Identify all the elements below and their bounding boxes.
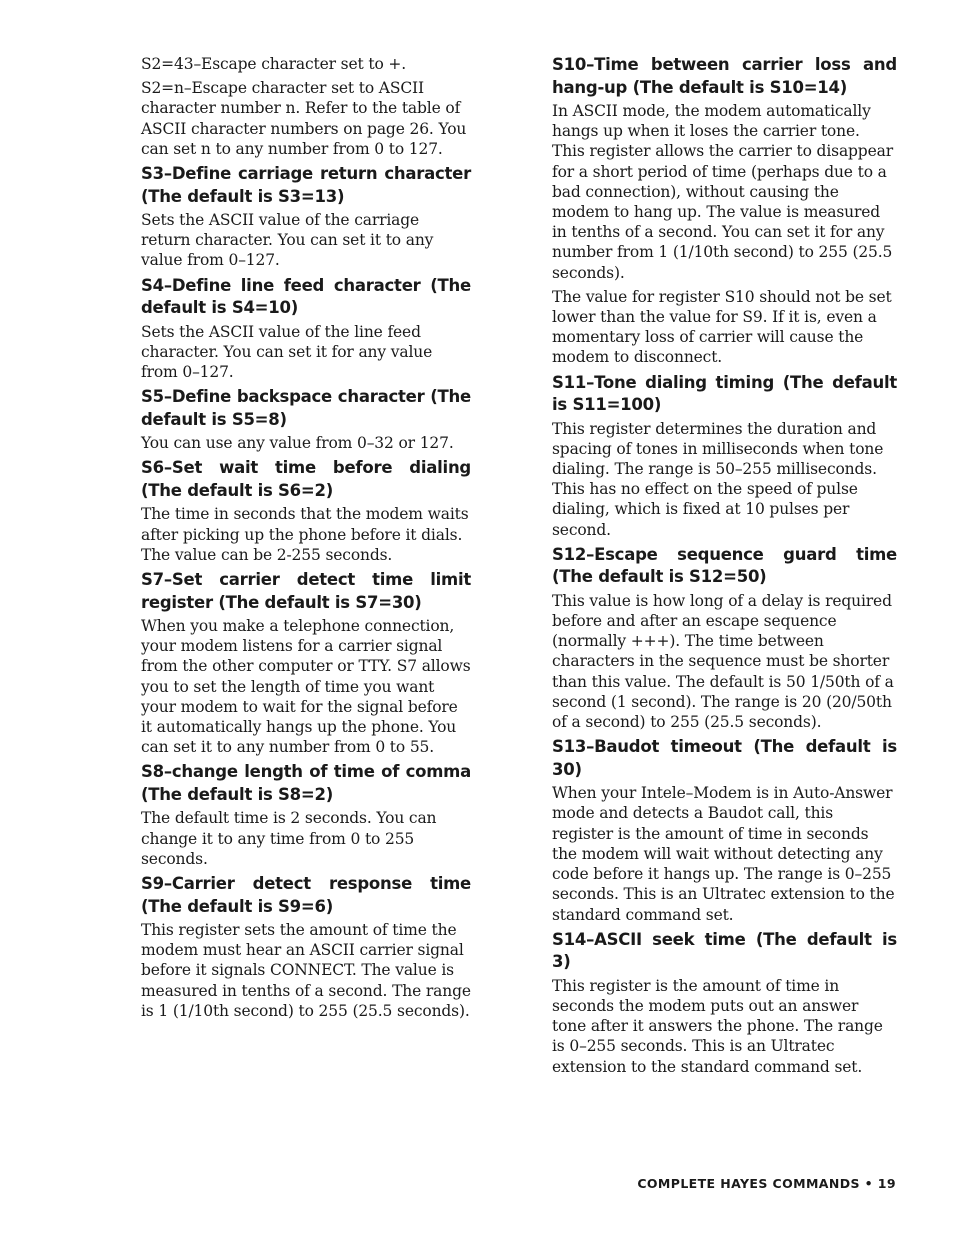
left-column — [141, 54, 471, 1025]
page-footer: COMPLETE HAYES COMMANDS • 19 — [637, 1176, 896, 1191]
s14-body: This register is the amount of time in seconds the modem puts out an answer tone after it answers the phone. The range is 0–255 seconds. This is an Ultratec extension to the standard command set. — [552, 976, 883, 1076]
s6-body: The time in seconds that the modem waits after picking up the phone before it dials. The value can be 2-255 seconds. — [141, 505, 469, 564]
s8-heading: S8–change length of time of comma (The default is S8=2) — [141, 762, 471, 804]
s3-body: Sets the ASCII value of the carriage return character. You can set it to any value from 0–127. — [141, 211, 434, 270]
s10-body-2: The value for register S10 should not be set lower than the value for S9. If it is, even a momentary loss of carrier will cause the modem to disconnect. — [552, 287, 892, 367]
s5-body: You can use any value from 0–32 or 127. — [141, 434, 454, 453]
s12-body: This value is how long of a delay is required before and after an escape sequence (normally +++). The time between characters in the sequence must be shorter than this value. The default is 50 1/50th of a second (1 second). The range is 20 (20/50th of a second) to 255 (25.5 seconds). — [552, 591, 894, 732]
s3-heading: S3–Define carriage return character (The default is S3=13) — [141, 164, 471, 206]
s14-heading: S14–ASCII seek time (The default is 3) — [552, 929, 897, 972]
s6-heading: S6–Set wait time before dialing (The default is S6=2) — [141, 458, 471, 500]
s12-heading: S12–Escape sequence guard time (The default is S12=50) — [552, 544, 897, 587]
s7-heading: S7–Set carrier detect time limit register (The default is S7=30) — [141, 570, 471, 612]
s5-heading: S5–Define backspace character (The default is S5=8) — [141, 387, 471, 429]
s13-body: When your Intele–Modem is in Auto-Answer mode and detects a Baudot call, this register is the amount of time in seconds the modem will wait without detecting any code before it hangs up. The range is 0–255 seconds. This is an Ultratec extension to the standard command set. — [552, 784, 895, 924]
s9-heading: S9–Carrier detect response time (The default is S9=6) — [141, 874, 471, 916]
s4-body: Sets the ASCII value of the line feed character. You can set it for any value from 0–127. — [141, 322, 433, 382]
s11-heading: S11–Tone dialing timing (The default is S11=100) — [552, 372, 897, 415]
s7-body: When you make a telephone connection, your modem listens for a carrier signal from the other computer or TTY. S7 allows you to set the length of time you want your modem to wait for the signal before it automatically hangs up the phone. You can set it to any number from 0 to 55. — [141, 617, 471, 757]
s2-escape-plus-text: S2=43–Escape character set to +. — [141, 55, 407, 73]
s11-body: This register determines the duration and spacing of tones in milliseconds when tone dialing. The range is 50–255 milliseconds. This has no effect on the speed of pulse dialing, which is fixed at 10 pulses per second. — [552, 419, 884, 539]
s8-body: The default time is 2 seconds. You can change it to any time from 0 to 255 seconds. — [141, 809, 437, 868]
s4-heading: S4–Define line feed character (The default is S4=10) — [141, 275, 471, 318]
right-column — [552, 54, 897, 1081]
s13-heading: S13–Baudot timeout (The default is 30) — [552, 737, 897, 779]
s10-body-1: In ASCII mode, the modem automatically hangs up when it loses the carrier tone. This register allows the carrier to disappear for a short period of time (perhaps due to a bad connection), without causing the modem to hang up. The value is measured in tenths of a second. You can set it for any number from 1 (1/10th second) to 255 (25.5 seconds). — [552, 102, 893, 282]
s9-body: This register sets the amount of time the modem must hear an ASCII carrier signal before it signals CONNECT. The value is measured in tenths of a second. The range is 1 (1/10th second) to 255 (25.5 seconds). — [141, 921, 471, 1020]
s10-heading: S10–Time between carrier loss and hang-up (The default is S10=14) — [552, 55, 897, 97]
s2-escape-n-text: S2=n–Escape character set to ASCII character number n. Refer to the table of ASCII character numbers on page 26. You can set n to any number from 0 to 127. — [141, 79, 467, 158]
